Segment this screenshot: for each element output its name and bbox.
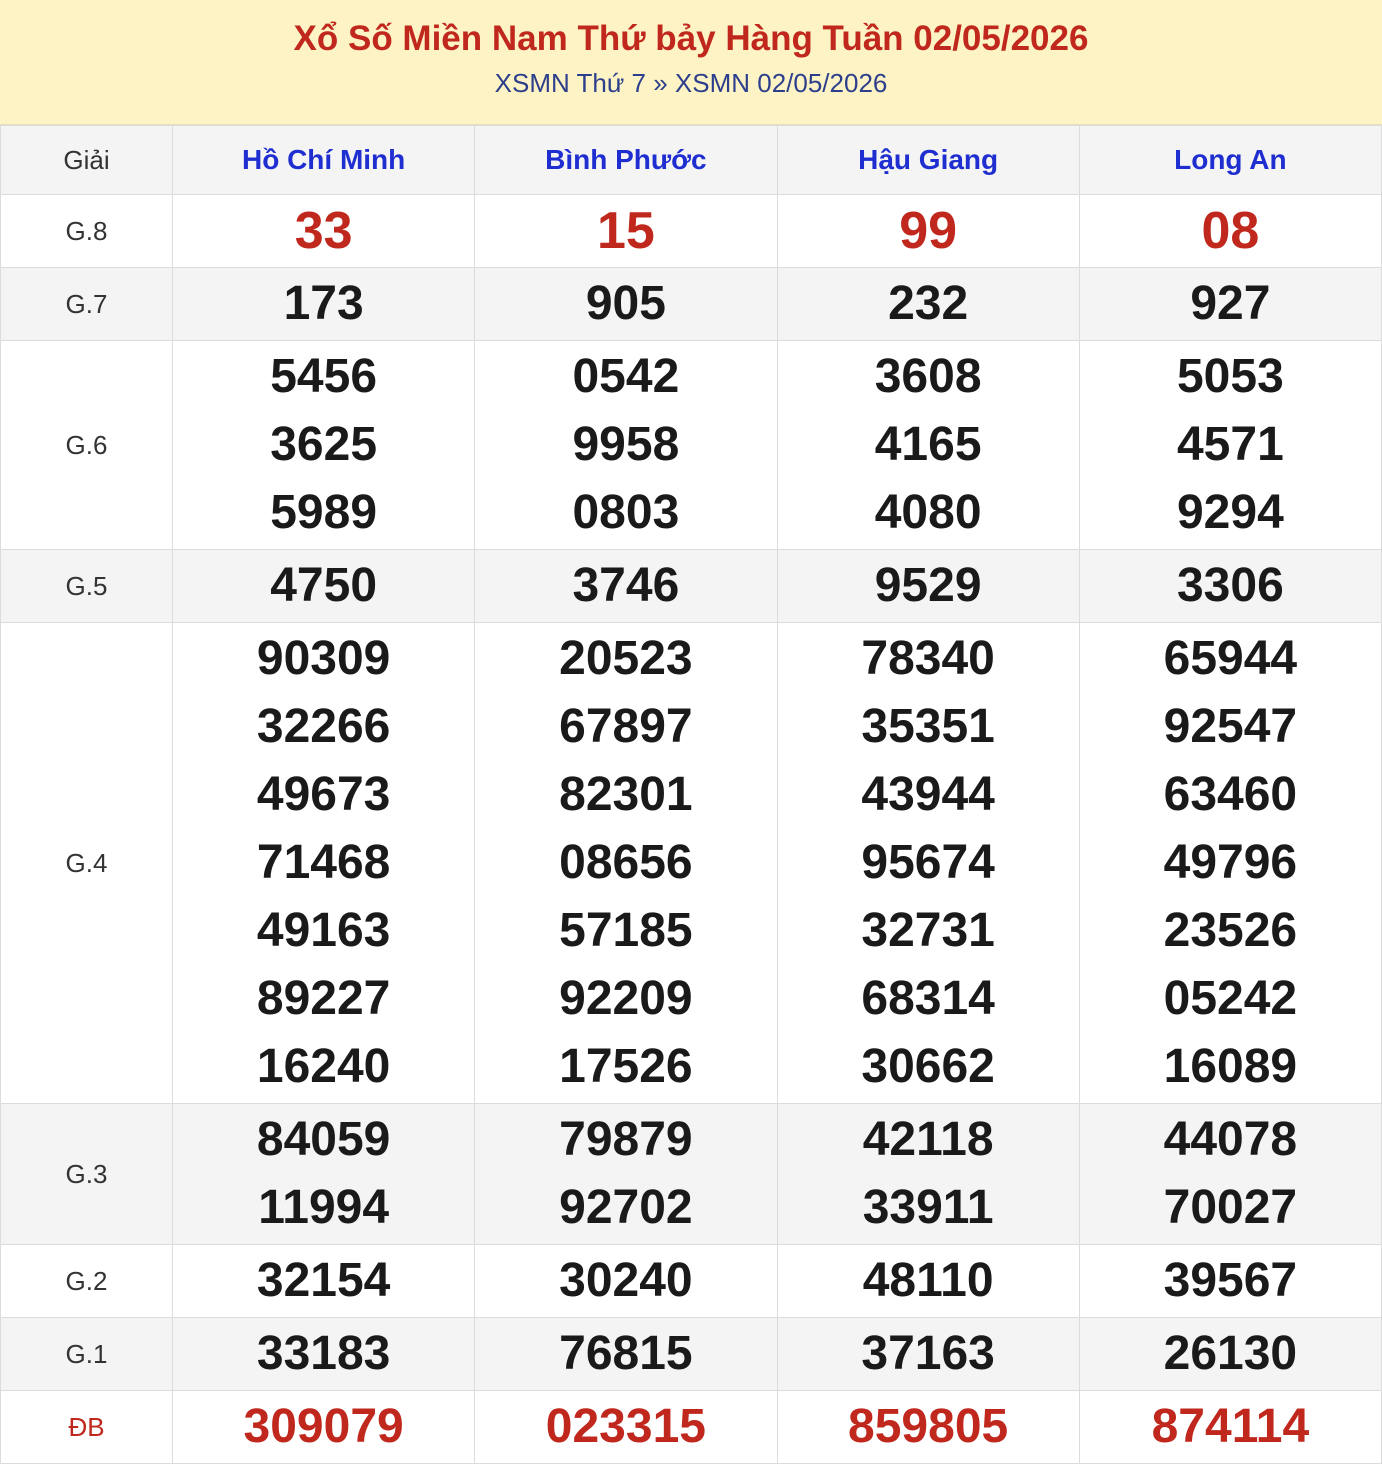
result-cell: [777, 550, 1079, 623]
result-number: 9294: [1176, 486, 1284, 539]
result-cell: [475, 1318, 777, 1391]
result-cell: [1079, 195, 1381, 268]
result-number: 33183: [256, 1327, 391, 1380]
prize-row: [1, 623, 1382, 1104]
result-number: 4080: [874, 486, 982, 539]
result-number: 35351: [861, 700, 995, 753]
result-number: 9529: [874, 559, 982, 612]
prize-row: [1, 1245, 1382, 1318]
result-number: 95674: [861, 836, 995, 889]
result-cell: [777, 341, 1079, 550]
result-number: 023315: [545, 1400, 706, 1453]
result-number: 79879: [559, 1113, 693, 1166]
result-cell: [777, 268, 1079, 341]
result-cell: [475, 195, 777, 268]
result-cell: [777, 1391, 1079, 1464]
prize-row: [1, 341, 1382, 550]
prize-label: ĐB: [1, 1391, 173, 1464]
result-number: 30662: [861, 1040, 995, 1093]
prize-row: [1, 268, 1382, 341]
result-number: 3608: [874, 350, 982, 403]
prize-column-header: Giải: [1, 126, 173, 195]
province-header-hau-giang[interactable]: Hậu Giang: [777, 126, 1079, 195]
result-number: 4571: [1176, 418, 1284, 471]
result-cell: [777, 1245, 1079, 1318]
result-number: 68314: [861, 972, 995, 1025]
result-cell: [173, 1391, 475, 1464]
prize-row: [1, 1104, 1382, 1245]
result-cell: [173, 268, 475, 341]
result-number: 92547: [1163, 700, 1298, 753]
result-cell: [173, 1245, 475, 1318]
result-number: 05242: [1163, 972, 1298, 1025]
result-number: 63460: [1163, 768, 1298, 821]
result-number: 49163: [256, 904, 391, 957]
result-number: 32154: [256, 1254, 391, 1307]
results-table: [0, 125, 1382, 1464]
result-number: 99: [899, 202, 958, 260]
result-number: 859805: [848, 1400, 1009, 1453]
result-cell: [173, 623, 475, 1104]
result-number: 33: [294, 202, 353, 260]
result-number: 33911: [862, 1181, 994, 1234]
page-header: [0, 0, 1382, 125]
result-number: 65944: [1163, 632, 1298, 685]
result-number: 4165: [874, 418, 982, 471]
breadcrumb-link-date[interactable]: XSMN 02/05/2026: [674, 68, 888, 98]
result-cell: [777, 623, 1079, 1104]
result-number: 32266: [256, 700, 391, 753]
result-number: 90309: [256, 632, 391, 685]
result-number: 76815: [559, 1327, 693, 1380]
result-number: 37163: [861, 1327, 995, 1380]
breadcrumb: [0, 67, 1382, 99]
result-number: 43944: [861, 768, 995, 821]
result-cell: [1079, 550, 1381, 623]
result-number: 32731: [861, 904, 995, 957]
result-number: 44078: [1163, 1113, 1298, 1166]
result-number: 17526: [559, 1040, 693, 1093]
result-number: 57185: [559, 904, 693, 957]
result-number: 905: [585, 277, 666, 330]
prize-row: [1, 550, 1382, 623]
result-number: 3746: [572, 559, 680, 612]
result-number: 78340: [861, 632, 995, 685]
result-cell: [475, 1391, 777, 1464]
result-number: 20523: [559, 632, 693, 685]
result-cell: [173, 341, 475, 550]
result-cell: [173, 195, 475, 268]
result-cell: [173, 1104, 475, 1245]
result-cell: [475, 623, 777, 1104]
result-number: 08: [1201, 202, 1260, 260]
result-cell: [475, 1245, 777, 1318]
result-number: 309079: [243, 1400, 404, 1453]
result-number: 23526: [1163, 904, 1298, 957]
result-number: 92209: [559, 972, 693, 1025]
prize-row: [1, 195, 1382, 268]
result-number: 9958: [572, 418, 680, 471]
result-number: 3306: [1176, 559, 1284, 612]
result-number: 49673: [256, 768, 391, 821]
result-number: 49796: [1163, 836, 1298, 889]
prize-row: [1, 1318, 1382, 1391]
result-number: 232: [888, 277, 969, 330]
result-number: 3625: [270, 418, 378, 471]
prize-label: G.7: [1, 268, 173, 341]
prize-label: G.8: [1, 195, 173, 268]
result-cell: [1079, 623, 1381, 1104]
result-cell: [1079, 1104, 1381, 1245]
province-header-long-an[interactable]: Long An: [1079, 126, 1381, 195]
result-cell: [1079, 268, 1381, 341]
result-number: 874114: [1151, 1400, 1310, 1453]
result-cell: [475, 268, 777, 341]
result-number: 0803: [572, 486, 680, 539]
province-header-ho-chi-minh[interactable]: Hồ Chí Minh: [173, 126, 475, 195]
result-cell: [475, 341, 777, 550]
result-number: 30240: [559, 1254, 693, 1307]
result-number: 0542: [572, 350, 680, 403]
results-body: [1, 195, 1382, 1464]
prize-label: G.5: [1, 550, 173, 623]
breadcrumb-separator: »: [653, 68, 668, 98]
result-number: 5456: [270, 350, 378, 403]
result-number: 5989: [270, 486, 378, 539]
result-number: 173: [283, 277, 364, 330]
result-number: 48110: [862, 1254, 994, 1307]
result-number: 39567: [1163, 1254, 1298, 1307]
result-cell: [475, 550, 777, 623]
result-cell: [777, 195, 1079, 268]
prize-label: G.2: [1, 1245, 173, 1318]
prize-label: G.6: [1, 341, 173, 550]
page-title: Xổ Số Miền Nam Thứ bảy Hàng Tuần 02/05/2026: [293, 19, 1089, 58]
result-number: 92702: [559, 1181, 693, 1234]
breadcrumb-link-weekday[interactable]: XSMN Thứ 7: [494, 68, 646, 98]
result-number: 84059: [256, 1113, 391, 1166]
result-number: 67897: [559, 700, 693, 753]
result-number: 71468: [256, 836, 391, 889]
result-number: 5053: [1176, 350, 1284, 403]
result-cell: [173, 1318, 475, 1391]
result-number: 89227: [256, 972, 391, 1025]
result-cell: [1079, 1245, 1381, 1318]
result-cell: [475, 1104, 777, 1245]
prize-row: [1, 1391, 1382, 1464]
prize-label: G.1: [1, 1318, 173, 1391]
result-number: 927: [1190, 277, 1271, 330]
result-number: 70027: [1163, 1181, 1298, 1234]
result-cell: [173, 550, 475, 623]
result-number: 82301: [559, 768, 693, 821]
province-header-binh-phuoc[interactable]: Bình Phước: [475, 126, 777, 195]
result-number: 15: [596, 202, 655, 260]
prize-label: G.3: [1, 1104, 173, 1245]
result-number: 11994: [258, 1181, 390, 1234]
result-number: 42118: [862, 1113, 994, 1166]
result-number: 16089: [1163, 1040, 1298, 1093]
result-cell: [777, 1318, 1079, 1391]
result-cell: [1079, 341, 1381, 550]
result-number: 4750: [270, 559, 378, 612]
result-number: 08656: [559, 836, 693, 889]
result-cell: [1079, 1318, 1381, 1391]
result-cell: [777, 1104, 1079, 1245]
prize-label: G.4: [1, 623, 173, 1104]
result-cell: [1079, 1391, 1381, 1464]
result-number: 16240: [256, 1040, 391, 1093]
table-header-row: [1, 126, 1382, 195]
result-number: 26130: [1163, 1327, 1298, 1380]
